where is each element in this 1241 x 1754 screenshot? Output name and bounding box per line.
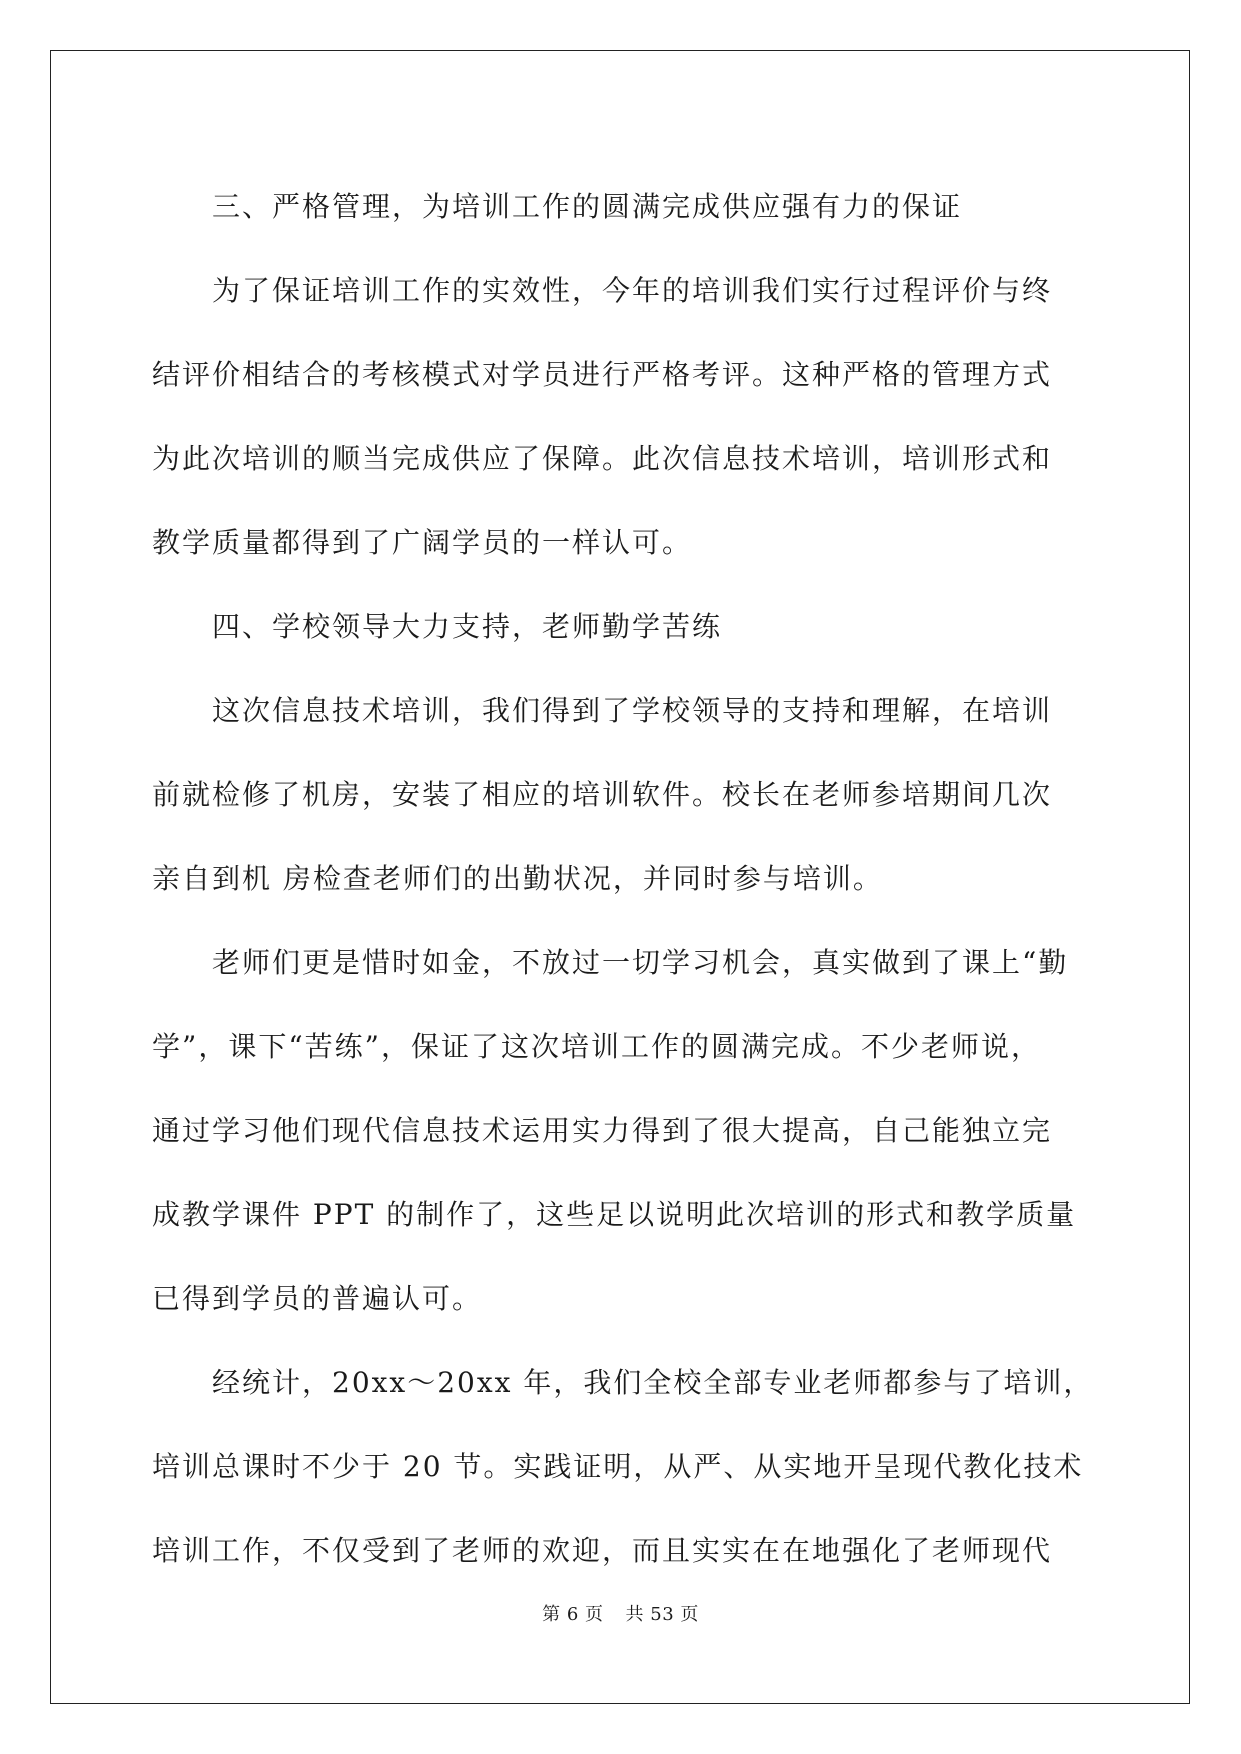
text-line: 前就检修了机房，安装了相应的培训软件。校长在老师参培期间几次 bbox=[152, 778, 1053, 811]
text-line: 老师们更是惜时如金，不放过一切学习机会，真实做到了课上“勤 bbox=[212, 946, 1069, 979]
page-number-current: 第 6 页 bbox=[542, 1604, 604, 1625]
text-line: 亲自到机 房检查老师们的出勤状况，并同时参与培训。 bbox=[152, 862, 883, 895]
text-line: 经统计，20xx～20xx 年，我们全校全部专业老师都参与了培训， bbox=[212, 1366, 1094, 1399]
text-line: 教学质量都得到了广阔学员的一样认可。 bbox=[152, 526, 693, 559]
paragraph-4c bbox=[152, 1341, 1092, 1593]
text-line: 通过学习他们现代信息技术运用实力得到了很大提高，自己能独立完 bbox=[152, 1114, 1053, 1147]
paragraph-4b bbox=[152, 921, 1092, 1341]
text-line: 已得到学员的普遍认可。 bbox=[152, 1282, 483, 1315]
text-line: 结评价相结合的考核模式对学员进行严格考评。这种严格的管理方式 bbox=[152, 358, 1053, 391]
section-heading-4: 四、学校领导大力支持，老师勤学苦练 bbox=[212, 610, 723, 643]
paragraph-3 bbox=[152, 249, 1092, 585]
text-line: 为此次培训的顺当完成供应了保障。此次信息技术培训，培训形式和 bbox=[152, 442, 1053, 475]
section-heading-3: 三、严格管理，为培训工作的圆满完成供应强有力的保证 bbox=[212, 190, 963, 223]
page-number-total: 共 53 页 bbox=[625, 1604, 699, 1625]
text-line: 培训总课时不少于 20 节。实践证明，从严、从实地开呈现代教化技术 bbox=[152, 1450, 1084, 1483]
text-line: 培训工作，不仅受到了老师的欢迎，而且实实在在地强化了老师现代 bbox=[152, 1534, 1053, 1567]
document-body bbox=[152, 165, 1092, 1593]
paragraph-4a bbox=[152, 669, 1092, 921]
page-footer bbox=[0, 1600, 1241, 1626]
text-line: 成教学课件 PPT 的制作了，这些足以说明此次培训的形式和教学质量 bbox=[152, 1198, 1077, 1231]
text-line: 为了保证培训工作的实效性，今年的培训我们实行过程评价与终 bbox=[212, 274, 1053, 307]
text-line: 这次信息技术培训，我们得到了学校领导的支持和理解，在培训 bbox=[212, 694, 1053, 727]
text-line: 学”，课下“苦练”，保证了这次培训工作的圆满完成。不少老师说， bbox=[152, 1030, 1041, 1063]
